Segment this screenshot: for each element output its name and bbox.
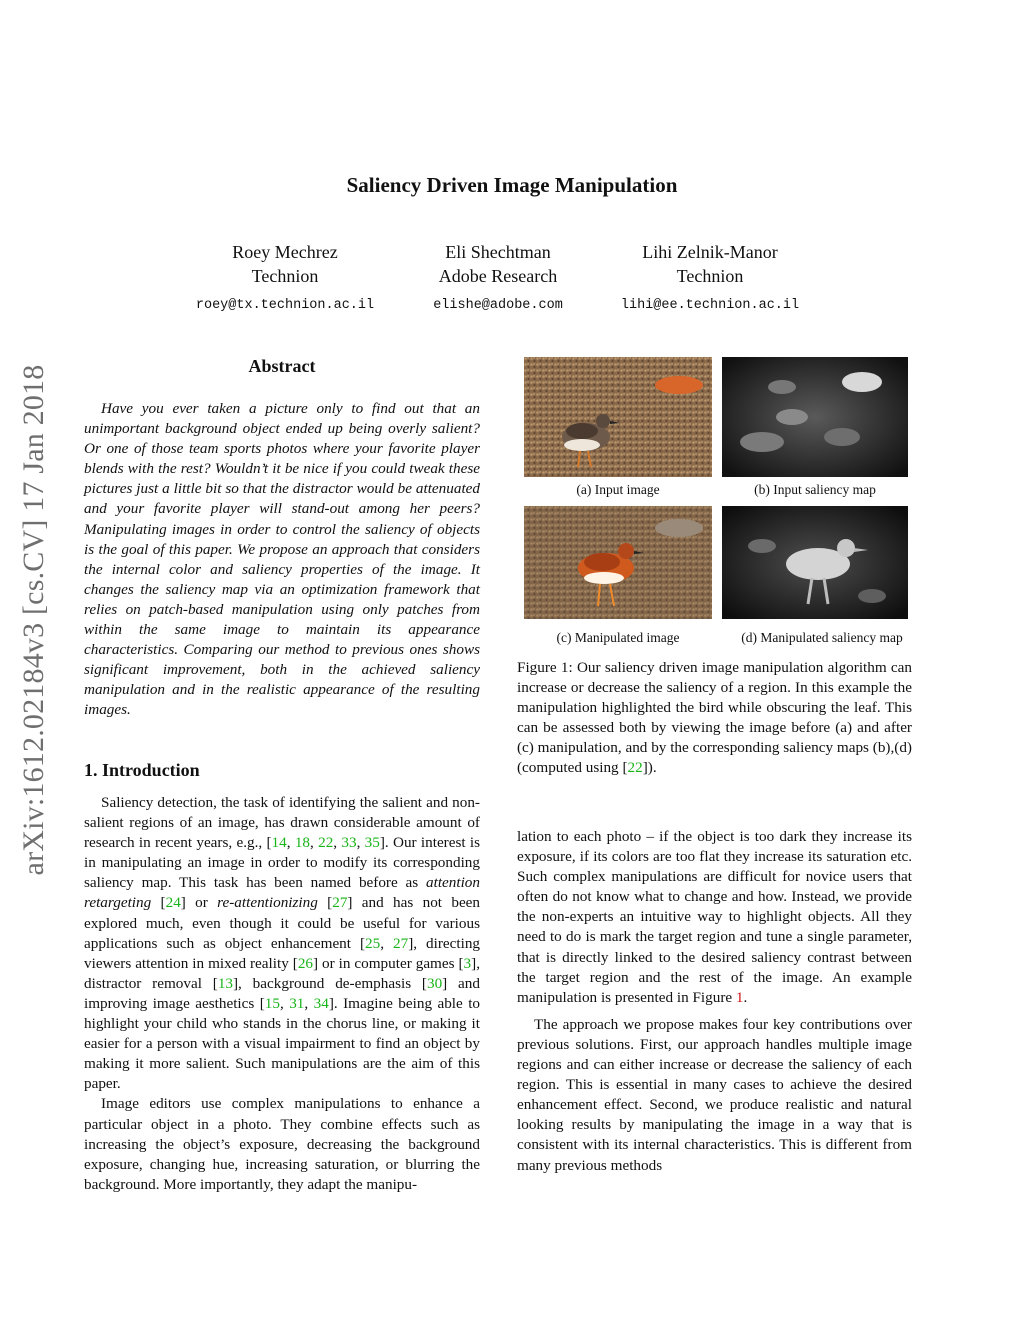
right-column-body — [517, 827, 912, 1176]
citation-link[interactable]: 26 — [297, 954, 313, 972]
intro-paragraph-1: Saliency detection, the task of identifying the salient and non-salient regions of an image, has drawn considerable amount of research in recent years, e.g., [14, 18, 22, 33, 35]. Our interest is in manipulating an image in order to modify its corresponding saliency map. This task has been named before as attention retargeting [24] or re-attentionizing [27] and has not been explored much, even though it could be useful for various applications such as object enhancement [25, 27], directing viewers attention in mixed reality [26] or in computer games [3], distractor removal [13], background de-emphasis [30] and improving image aesthetics [15, 31, 34]. Imagine being able to highlight your child who stands in the chorus line, or making it easier for a person with a visual impairment to find an object by making it more salient. Such manipulations are the aim of this paper. — [84, 794, 481, 1093]
author-name: Lihi Zelnik-Manor — [642, 242, 778, 262]
intro-paragraph-2: Image editors use complex manipulations to enhance a particular object in a photo. They combine effects such as increasing the object’s exposure, decreasing the background exposure, changing hue, increasing saturation, or blurring the background. More importantly, they adapt the manipu- — [84, 1095, 480, 1193]
author-affiliation: Technion — [676, 266, 744, 286]
input-image — [524, 357, 712, 477]
arxiv-stamp — [12, 260, 56, 980]
citation-link[interactable]: 27 — [332, 894, 348, 912]
subcaption-a: (a) Input image — [576, 482, 660, 497]
author-email[interactable]: lihi@ee.technion.ac.il — [620, 298, 800, 313]
abstract-body — [84, 399, 480, 721]
author-email[interactable]: roey@tx.technion.ac.il — [195, 298, 375, 313]
abstract-text: Have you ever taken a picture only to find out that an unimportant background object ended up being overly salient? Or one of those team sports photos where your favorite player blends with the rest? Wouldn’t it be nice if you could tweak these pictures just a little bit so that the distractor would be attenuated and your favorite player will stand-out among her peers? Manipulating images in order to control the saliency of objects is the goal of this paper. We propose an approach that considers the internal color and saliency properties of the image. It changes the saliency map via an optimization framework that relies on patch-based manipulation using only patches from within the same image to maintain its appearance characteristics. Comparing our method to previous ones shows significant improvement, both in the achieved saliency manipulation and in the realistic appearance of the resulting images. — [84, 400, 480, 719]
right-paragraph-1: lation to each photo – if the object is too dark they increase its exposure, if its colors are too flat they increase its saturation etc. Such complex manipulations are difficult for novice users that often do not know what to change and how. Instead, we provide the non-experts an intuitive way to highlight objects. All they need to do is mark the target region and tune a single parameter, that is directly linked to the desired saliency contrast between the target region and the rest of the image. An example manipulation is presented in Figure 1. — [517, 828, 912, 1006]
author-affiliation: Technion — [251, 266, 319, 286]
citation-link[interactable]: 22 — [627, 759, 643, 777]
introduction-heading: 1. Introduction — [84, 760, 200, 780]
citation-link[interactable]: 33 — [341, 834, 357, 852]
subcaption-b: (b) Input saliency map — [754, 482, 876, 497]
figure-reference-link[interactable]: 1 — [735, 988, 744, 1006]
author-name: Roey Mechrez — [232, 242, 338, 262]
paper-title: Saliency Driven Image Manipulation — [346, 173, 678, 197]
introduction-body — [84, 793, 480, 1195]
author-affiliation: Adobe Research — [438, 266, 558, 286]
subcaption-d: (d) Manipulated saliency map — [741, 630, 903, 645]
author-1 — [185, 240, 385, 318]
abstract-heading: Abstract — [248, 356, 316, 376]
author-name: Eli Shechtman — [445, 242, 551, 262]
citation-link[interactable]: 27 — [393, 934, 409, 952]
author-3 — [600, 240, 820, 318]
citation-link[interactable]: 3 — [463, 954, 472, 972]
citation-link[interactable]: 24 — [165, 894, 181, 912]
citation-link[interactable]: 13 — [217, 974, 233, 992]
citation-link[interactable]: 31 — [289, 994, 305, 1012]
citation-link[interactable]: 30 — [426, 974, 443, 992]
arxiv-stamp-text: arXiv:1612.02184v3 [cs.CV] 17 Jan 2018 — [17, 364, 50, 876]
author-2 — [398, 240, 598, 318]
citation-link[interactable]: 14 — [271, 834, 287, 852]
citation-link[interactable]: 34 — [313, 994, 329, 1012]
citation-link[interactable]: 15 — [264, 994, 280, 1012]
citation-link[interactable]: 22 — [318, 834, 334, 852]
input-saliency-map — [722, 357, 908, 477]
citation-link[interactable]: 25 — [365, 934, 381, 952]
manipulated-image — [524, 506, 712, 619]
subcaption-c: (c) Manipulated image — [556, 630, 680, 645]
right-paragraph-2: The approach we propose makes four key contributions over previous solutions. First, our approach handles multiple image regions and can either increase or decrease the saliency of each region. This is essential in many cases to achieve the desired enhancement effect. Second, we produce realistic and natural looking results by manipulating the image in a way that is consistent with its internal characteristics. This is different from many previous methods — [517, 1015, 912, 1174]
citation-link[interactable]: 35 — [364, 834, 380, 852]
manipulated-saliency-map — [722, 506, 908, 619]
figure-caption: Figure 1: Our saliency driven image manipulation algorithm can increase or decrease the saliency of a region. In this example the manipulation highlighted the bird while obscuring the leaf. This can be assessed both by viewing the image before (a) and after (c) manipulation, and by the corresponding saliency maps (b),(d) (computed using [22]). — [517, 659, 912, 777]
author-email[interactable]: elishe@adobe.com — [433, 298, 563, 313]
citation-link[interactable]: 18 — [294, 834, 311, 852]
